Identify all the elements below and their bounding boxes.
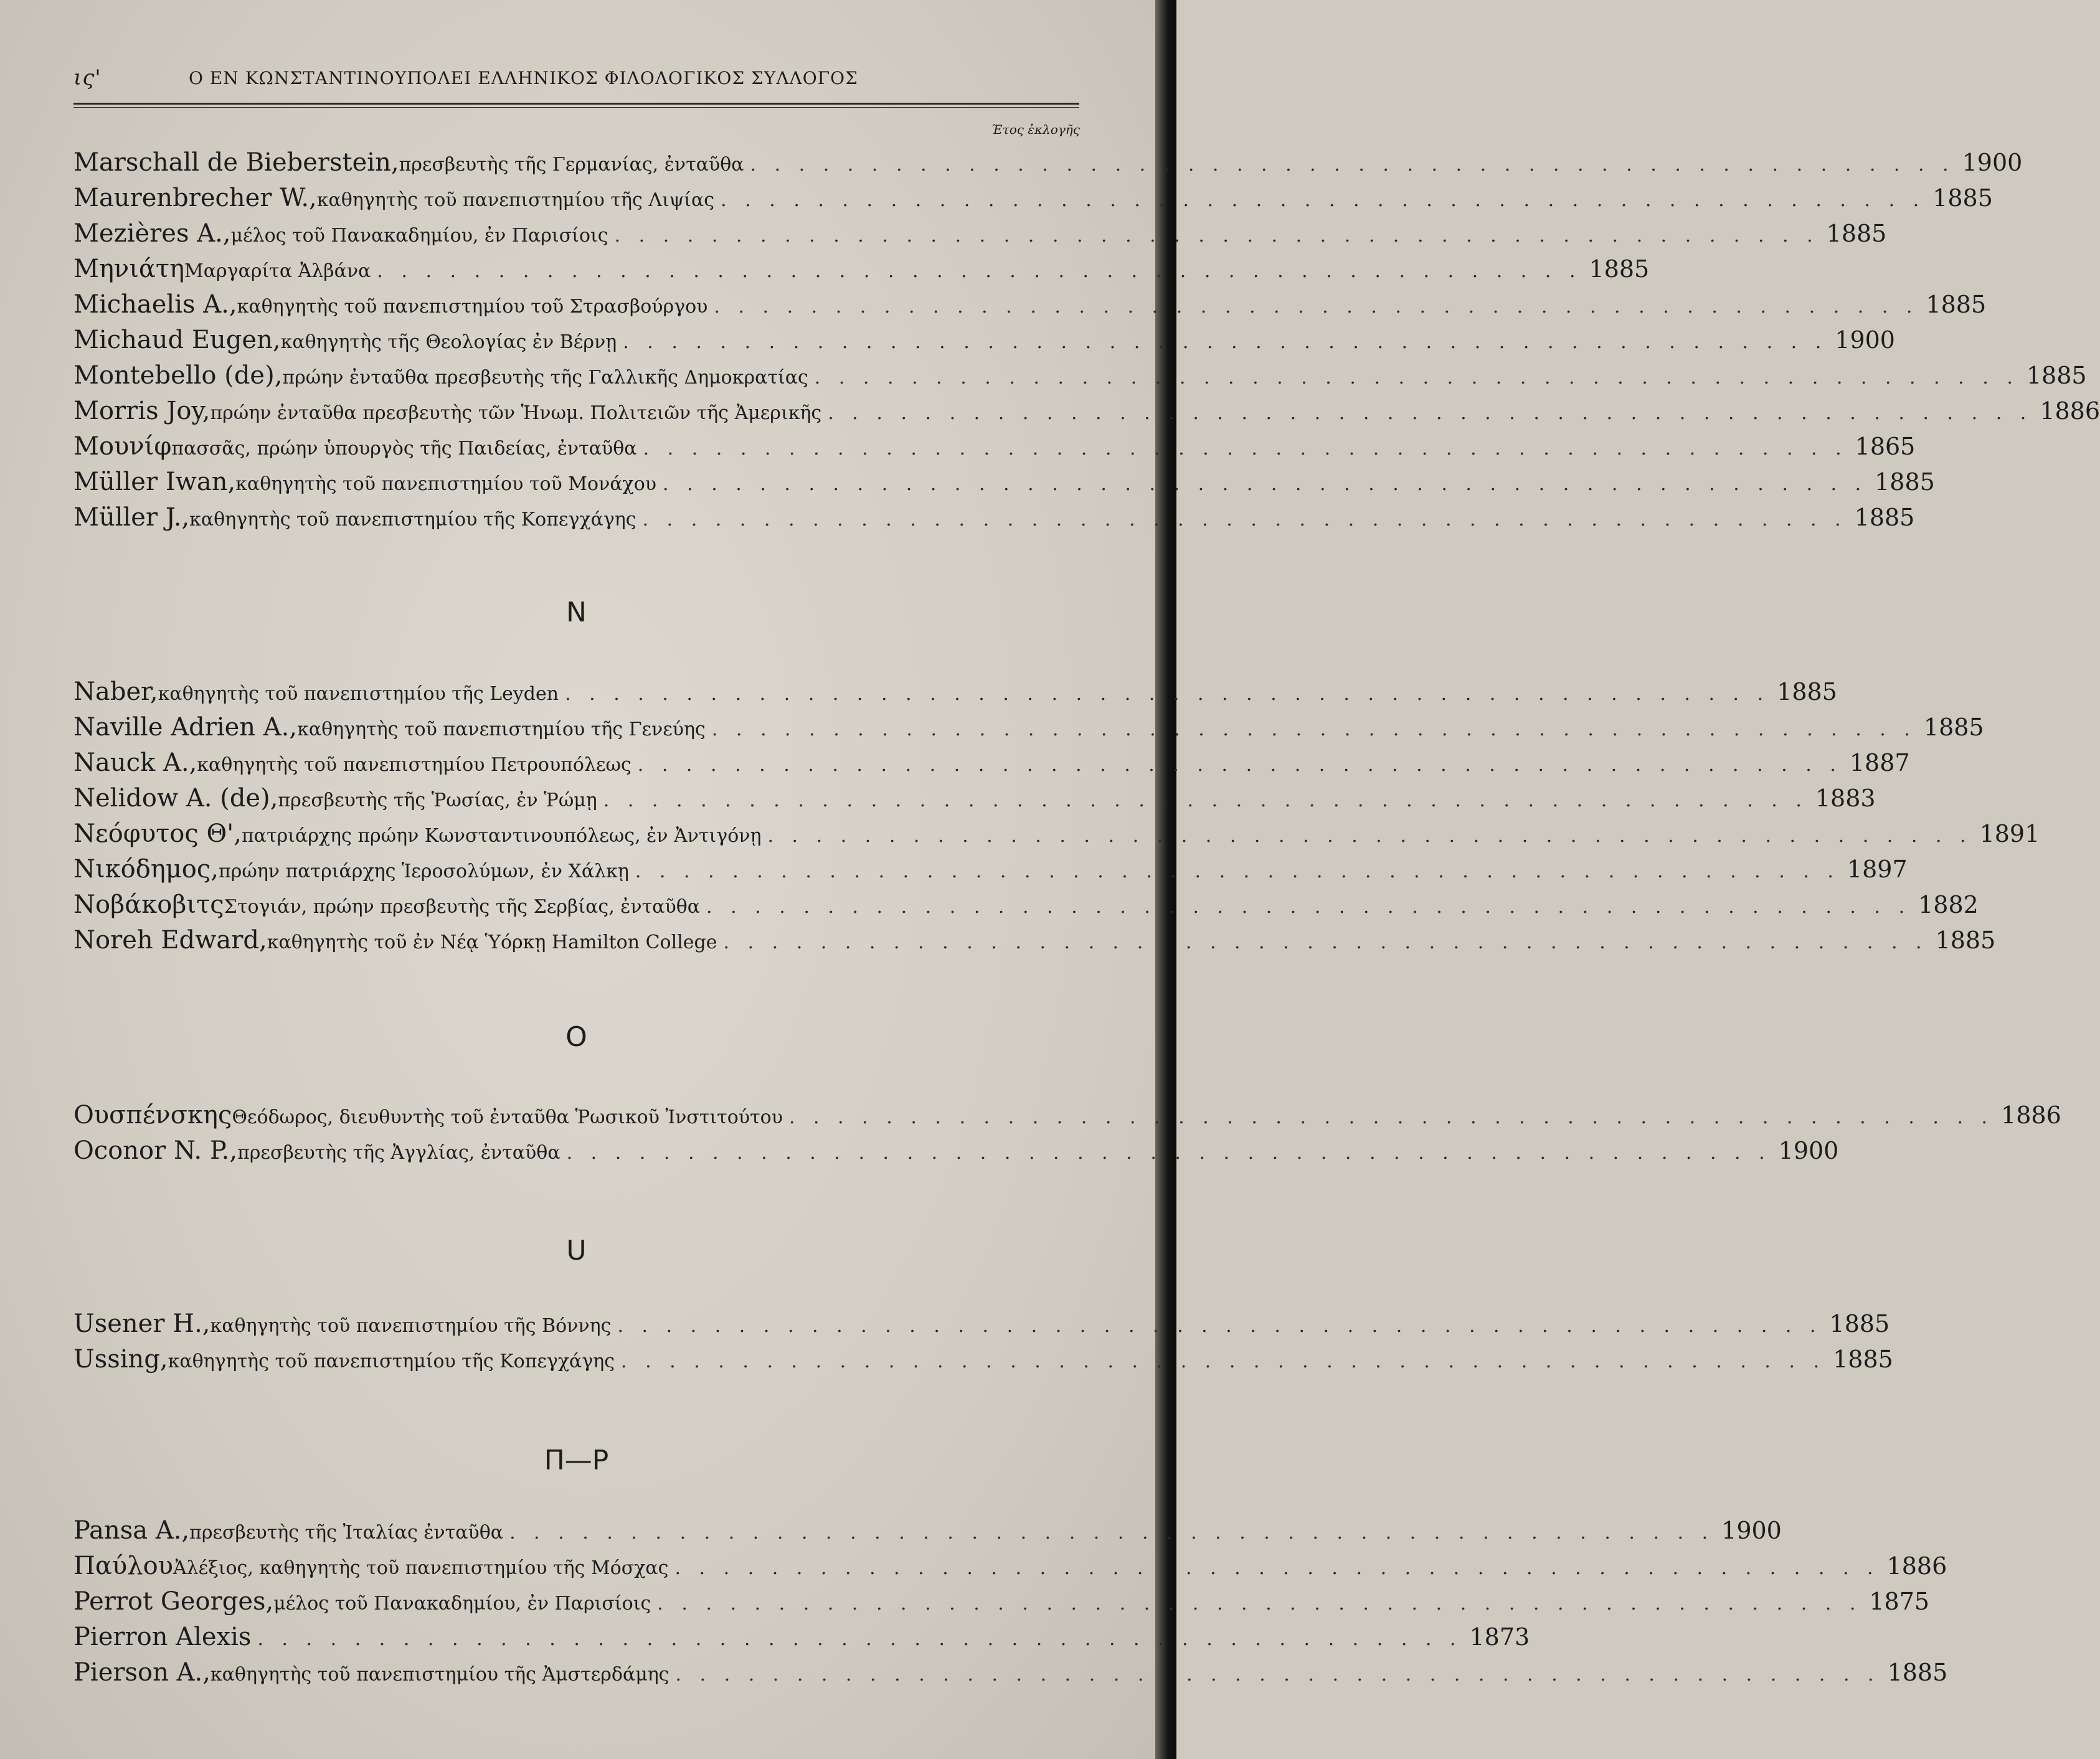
entry-name: Müller J., bbox=[73, 503, 190, 532]
entry-description: πρεσβευτὴς τῆς Ἰταλίας ἐνταῦθα bbox=[189, 1522, 504, 1544]
list-item bbox=[73, 1587, 1930, 1618]
entry-description: Θεόδωρος, διευθυντὴς τοῦ ἐνταῦθα Ῥωσικοῦ Ἰνστιτούτου bbox=[232, 1106, 783, 1128]
entry-name: Pansa A., bbox=[73, 1516, 190, 1545]
leader-dots: . . . . . . . . . . . . . . . . . . . . . . . . . . . . . . . . . . . . . . . . . . . . . . . . . . bbox=[637, 754, 1842, 776]
entry-year: 1900 bbox=[1778, 1137, 1839, 1164]
list-item bbox=[73, 432, 1916, 463]
list-item bbox=[73, 184, 1993, 215]
list-item bbox=[73, 290, 1987, 321]
leader-dots: . . . . . . . . . . . . . . . . . . . . . . . . . . . . . . . . . . . . . . . . . . . . . . . . . . bbox=[657, 1593, 1862, 1615]
leader-dots: . . . . . . . . . . . . . . . . . . . . . . . . . . . . . . . . . . . . . . . . . . . . . . . . . . bbox=[257, 1628, 1462, 1650]
entry-name: Morris Joy, bbox=[73, 397, 210, 425]
list-item bbox=[73, 926, 1996, 957]
leader-dots: . . . . . . . . . . . . . . . . . . . . . . . . . . . . . . . . . . . . . . . . . . . . . . . . . . bbox=[509, 1522, 1715, 1544]
entry-name: Naville Adrien A., bbox=[73, 713, 298, 742]
entry-year: 1886 bbox=[1886, 1552, 1947, 1580]
entry-year: 1885 bbox=[1923, 714, 1984, 741]
entry-description: καθηγητὴς τοῦ ἐν Νέᾳ Ὑόρκῃ Hamilton College bbox=[267, 931, 717, 953]
entry-year: 1885 bbox=[1935, 927, 1996, 954]
list-item bbox=[73, 1552, 1947, 1583]
entry-name: Nelidow A. (de), bbox=[73, 784, 278, 813]
entry-year: 1891 bbox=[1979, 820, 2040, 847]
leader-dots: . . . . . . . . . . . . . . . . . . . . . . . . . . . . . . . . . . . . . . . . . . . . . . . . . . bbox=[621, 1351, 1826, 1372]
entry-description: καθηγητὴς τοῦ πανεπιστημίου Πετρουπόλεως bbox=[197, 754, 631, 776]
column-heading: Έτος ἐκλογῆς bbox=[991, 122, 1080, 137]
entry-description: καθηγητὴς τοῦ πανεπιστημίου τῆς Κοπεγχάγης bbox=[189, 509, 636, 531]
entry-description: πρώην ἐνταῦθα πρεσβευτὴς τῶν Ἡνωμ. Πολιτειῶν τῆς Ἀμερικῆς bbox=[210, 402, 822, 424]
page-number: ις' bbox=[73, 65, 102, 90]
entry-name: Oconor N. P., bbox=[73, 1136, 238, 1165]
entry-description: καθηγητὴς τοῦ πανεπιστημίου τῆς Γενεύης bbox=[297, 719, 706, 740]
header-rule-thin bbox=[73, 107, 1079, 108]
list-item bbox=[73, 855, 1908, 886]
entry-name: Maurenbrecher W., bbox=[73, 184, 317, 212]
section-letter-p-r: Π—Ρ bbox=[544, 1445, 609, 1476]
entry-year: 1886 bbox=[2001, 1101, 2061, 1129]
entry-description: Ἀλέξιος, καθηγητὴς τοῦ πανεπιστημίου τῆς Μόσχας bbox=[173, 1557, 669, 1579]
entry-year: 1900 bbox=[1962, 149, 2023, 176]
list-item bbox=[73, 468, 1935, 499]
leader-dots: . . . . . . . . . . . . . . . . . . . . . . . . . . . . . . . . . . . . . . . . . . . . . . . . . . bbox=[643, 438, 1848, 460]
leader-dots: . . . . . . . . . . . . . . . . . . . . . . . . . . . . . . . . . . . . . . . . . . . . . . . . . . bbox=[788, 1106, 1994, 1128]
entry-name: Pierron Alexis bbox=[73, 1623, 252, 1651]
leader-dots: . . . . . . . . . . . . . . . . . . . . . . . . . . . . . . . . . . . . . . . . . . . . . . . . . . bbox=[723, 931, 1928, 953]
list-item bbox=[73, 1309, 1890, 1341]
list-item bbox=[73, 1516, 1782, 1547]
entry-name: Pierson A., bbox=[73, 1658, 210, 1687]
entry-year: 1873 bbox=[1469, 1623, 1530, 1651]
entry-year: 1885 bbox=[1589, 255, 1650, 283]
entry-name: Νικόδημος, bbox=[73, 855, 219, 884]
entry-description: καθηγητὴς τοῦ πανεπιστημίου τῆς Βόννης bbox=[210, 1315, 612, 1337]
entry-description: μέλος τοῦ Πανακαδημίου, ἐν Παρισίοις bbox=[273, 1593, 651, 1615]
entry-name: Ουσπένσκης bbox=[73, 1101, 232, 1129]
list-item bbox=[73, 713, 1984, 744]
leader-dots: . . . . . . . . . . . . . . . . . . . . . . . . . . . . . . . . . . . . . . . . . . . . . . . . . . bbox=[814, 367, 2019, 389]
leader-dots: . . . . . . . . . . . . . . . . . . . . . . . . . . . . . . . . . . . . . . . . . . . . . . . . . . bbox=[674, 1557, 1880, 1579]
entry-name: Μηνιάτη bbox=[73, 255, 185, 283]
entry-year: 1885 bbox=[1887, 1659, 1948, 1686]
entry-description: πατριάρχης πρώην Κωνσταντινουπόλεως, ἐν Ἀντιγόνῃ bbox=[241, 825, 762, 847]
entry-name: Müller Iwan, bbox=[73, 468, 236, 496]
entry-year: 1885 bbox=[1833, 1346, 1893, 1373]
entry-description: μέλος τοῦ Πανακαδημίου, ἐν Παρισίοις bbox=[230, 225, 608, 247]
entry-year: 1885 bbox=[1932, 184, 1993, 212]
list-item bbox=[73, 890, 1979, 922]
entry-name: Ussing, bbox=[73, 1345, 168, 1374]
entry-year: 1875 bbox=[1869, 1588, 1930, 1615]
entry-description: καθηγητὴς τοῦ πανεπιστημίου τῆς Leyden bbox=[158, 683, 559, 705]
leader-dots: . . . . . . . . . . . . . . . . . . . . . . . . . . . . . . . . . . . . . . . . . . . . . . . . . . bbox=[721, 189, 1926, 211]
entry-name: Μουνίφ bbox=[73, 432, 172, 461]
leader-dots: . . . . . . . . . . . . . . . . . . . . . . . . . . . . . . . . . . . . . . . . . . . . . . . . . . bbox=[767, 825, 1972, 847]
entry-description: πρώην πατριάρχης Ἱεροσολύμων, ἐν Χάλκῃ bbox=[219, 861, 629, 882]
leader-dots: . . . . . . . . . . . . . . . . . . . . . . . . . . . . . . . . . . . . . . . . . . . . . . . . . . bbox=[714, 296, 1919, 318]
leader-dots: . . . . . . . . . . . . . . . . . . . . . . . . . . . . . . . . . . . . . . . . . . . . . . . . . . bbox=[565, 683, 1770, 705]
leader-dots: . . . . . . . . . . . . . . . . . . . . . . . . . . . . . . . . . . . . . . . . . . . . . . . . . . bbox=[711, 719, 1916, 740]
entry-year: 1883 bbox=[1815, 785, 1876, 812]
leader-dots: . . . . . . . . . . . . . . . . . . . . . . . . . . . . . . . . . . . . . . . . . . . . . . . . . . bbox=[663, 473, 1868, 495]
list-item bbox=[73, 1345, 1893, 1376]
leader-dots: . . . . . . . . . . . . . . . . . . . . . . . . . . . . . . . . . . . . . . . . . . . . . . . . . . bbox=[828, 402, 2033, 424]
entry-year: 1885 bbox=[1875, 468, 1935, 496]
leader-dots: . . . . . . . . . . . . . . . . . . . . . . . . . . . . . . . . . . . . . . . . . . . . . . . . . . bbox=[750, 154, 1955, 176]
entry-name: Usener H., bbox=[73, 1309, 210, 1338]
entry-year: 1885 bbox=[1777, 678, 1837, 705]
running-title: Ο ΕΝ ΚΩΝΣΤΑΝΤΙΝΟΥΠΟΛΕΙ ΕΛΛΗΝΙΚΟΣ ΦΙΛΟΛΟΓΙΚΟΣ ΣΥΛΛΟΓΟΣ bbox=[189, 68, 858, 88]
list-item bbox=[73, 148, 2023, 179]
entry-name: Mezières A., bbox=[73, 219, 231, 248]
entry-year: 1885 bbox=[1854, 504, 1915, 531]
list-item bbox=[73, 1623, 1530, 1654]
entry-description: καθηγητὴς τοῦ πανεπιστημίου τῆς Ἀμστερδάμης bbox=[210, 1664, 669, 1686]
list-item bbox=[73, 1101, 2061, 1132]
entry-year: 1887 bbox=[1849, 749, 1910, 776]
list-item bbox=[73, 819, 2040, 851]
list-item bbox=[73, 503, 1915, 534]
entry-name: Νεόφυτος Θ', bbox=[73, 819, 242, 848]
entry-year: 1900 bbox=[1835, 326, 1895, 354]
section-letter-o: O bbox=[565, 1021, 587, 1053]
entry-name: Noreh Edward, bbox=[73, 926, 267, 955]
list-item bbox=[73, 748, 1910, 780]
entry-description: καθηγητὴς τοῦ πανεπιστημίου τῆς Λιψίας bbox=[316, 189, 715, 211]
page-header bbox=[73, 65, 1082, 97]
list-item bbox=[73, 219, 1887, 250]
list-item bbox=[73, 1658, 1948, 1689]
entry-year: 1886 bbox=[2040, 397, 2100, 425]
entry-description: καθηγητὴς τῆς Θεολογίας ἐν Βέρνῃ bbox=[280, 331, 617, 353]
section-letter-n: N bbox=[566, 597, 587, 628]
leader-dots: . . . . . . . . . . . . . . . . . . . . . . . . . . . . . . . . . . . . . . . . . . . . . . . . . . bbox=[566, 1142, 1771, 1164]
entry-description: καθηγητὴς τοῦ πανεπιστημίου τοῦ Μονάχου bbox=[235, 473, 657, 495]
leader-dots: . . . . . . . . . . . . . . . . . . . . . . . . . . . . . . . . . . . . . . . . . . . . . . . . . . bbox=[635, 861, 1840, 882]
entry-name: Montebello (de), bbox=[73, 361, 283, 390]
entry-year: 1885 bbox=[1926, 291, 1987, 318]
entry-name: Παύλου bbox=[73, 1552, 173, 1580]
entry-year: 1900 bbox=[1721, 1517, 1782, 1544]
section-letter-u: U bbox=[566, 1235, 587, 1266]
entry-year: 1897 bbox=[1847, 856, 1908, 883]
list-item bbox=[73, 784, 1876, 815]
entry-description: πρώην ἐνταῦθα πρεσβευτὴς τῆς Γαλλικῆς Δημοκρατίας bbox=[282, 367, 808, 389]
entry-year: 1885 bbox=[1829, 1310, 1890, 1337]
list-item bbox=[73, 255, 1650, 286]
leader-dots: . . . . . . . . . . . . . . . . . . . . . . . . . . . . . . . . . . . . . . . . . . . . . . . . . . bbox=[617, 1315, 1822, 1337]
entry-description: καθηγητὴς τοῦ πανεπιστημίου τοῦ Στρασβούργου bbox=[237, 296, 708, 318]
list-item bbox=[73, 1136, 1839, 1167]
list-item bbox=[73, 677, 1837, 709]
entry-description: πρεσβευτὴς τῆς Γερμανίας, ἐνταῦθα bbox=[399, 154, 744, 176]
entry-year: 1865 bbox=[1855, 433, 1916, 460]
leader-dots: . . . . . . . . . . . . . . . . . . . . . . . . . . . . . . . . . . . . . . . . . . . . . . . . . . bbox=[706, 896, 1911, 918]
entry-description: Μαργαρίτα Ἀλβάνα bbox=[184, 260, 371, 282]
entry-name: Michaud Eugen, bbox=[73, 326, 281, 354]
entry-description: καθηγητὴς τοῦ πανεπιστημίου τῆς Κοπεγχάγης bbox=[168, 1351, 615, 1372]
entry-name: Marschall de Bieberstein, bbox=[73, 148, 399, 177]
entry-description: πασσᾶς, πρώην ὑπουργὸς τῆς Παιδείας, ἐνταῦθα bbox=[171, 438, 637, 460]
list-item bbox=[73, 397, 2100, 428]
leader-dots: . . . . . . . . . . . . . . . . . . . . . . . . . . . . . . . . . . . . . . . . . . . . . . . . . . bbox=[642, 509, 1847, 531]
entry-year: 1885 bbox=[1826, 220, 1887, 247]
entry-year: 1882 bbox=[1918, 891, 1979, 918]
leader-dots: . . . . . . . . . . . . . . . . . . . . . . . . . . . . . . . . . . . . . . . . . . . . . . . . . . bbox=[675, 1664, 1880, 1686]
leader-dots: . . . . . . . . . . . . . . . . . . . . . . . . . . . . . . . . . . . . . . . . . . . . . . . . . . bbox=[603, 790, 1808, 811]
entry-name: Νοβάκοβιτς bbox=[73, 890, 224, 919]
header-rule bbox=[73, 103, 1079, 105]
list-item bbox=[73, 326, 1895, 357]
entry-year: 1885 bbox=[2026, 362, 2087, 389]
entry-name: Nauck A., bbox=[73, 748, 197, 777]
entry-description: πρεσβευτὴς τῆς Ἀγγλίας, ἐνταῦθα bbox=[237, 1142, 560, 1164]
entry-name: Michaelis A., bbox=[73, 290, 237, 319]
list-item bbox=[73, 361, 2087, 392]
entry-description: Στογιάν, πρώην πρεσβευτὴς τῆς Σερβίας, ἐνταῦθα bbox=[224, 896, 701, 918]
entry-name: Perrot Georges, bbox=[73, 1587, 274, 1616]
entry-name: Naber, bbox=[73, 677, 158, 706]
leader-dots: . . . . . . . . . . . . . . . . . . . . . . . . . . . . . . . . . . . . . . . . . . . . . . . . . . bbox=[614, 225, 1819, 247]
leader-dots: . . . . . . . . . . . . . . . . . . . . . . . . . . . . . . . . . . . . . . . . . . . . . . . . . . bbox=[623, 331, 1828, 353]
leader-dots: . . . . . . . . . . . . . . . . . . . . . . . . . . . . . . . . . . . . . . . . . . . . . . . . . . bbox=[377, 260, 1582, 282]
entry-description: πρεσβευτὴς τῆς Ῥωσίας, ἐν Ῥώμῃ bbox=[278, 790, 597, 811]
